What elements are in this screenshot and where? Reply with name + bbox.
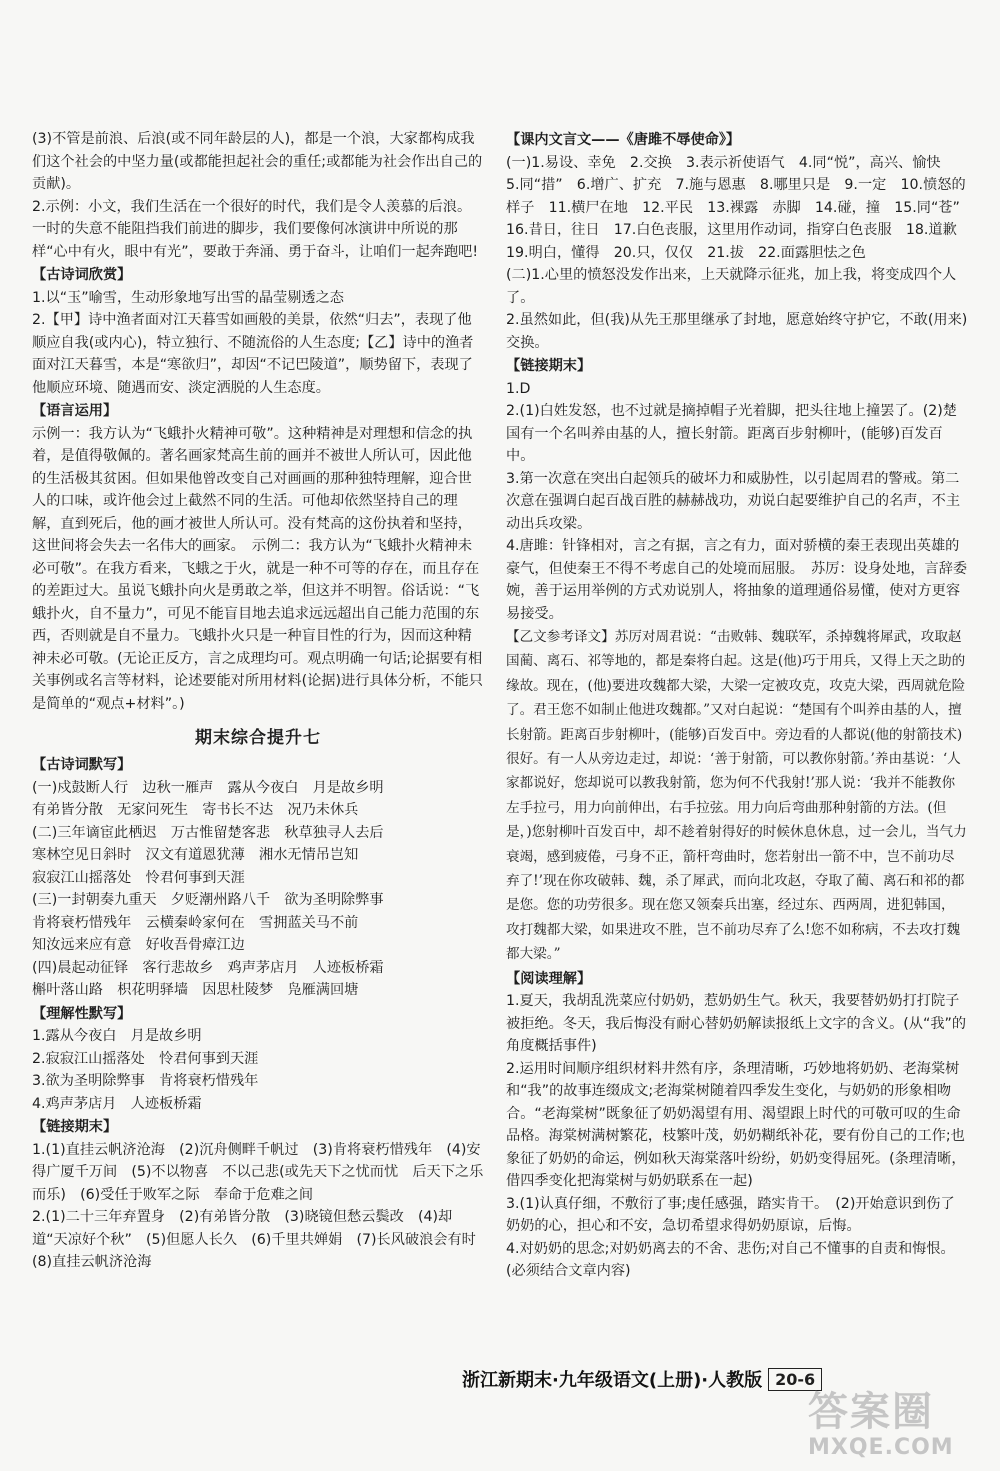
answer-paragraph: 3.(1)认真仔细，不敷衍了事;虔任感强，踏实肯干。 (2)开始意识到伤了奶奶的心，担心和不安，急切希望求得奶奶原谅，后悔。 [506,1195,955,1235]
answer-paragraph: 2.示例：小文，我们生活在一个很好的时代，我们是令人羡慕的后浪。一时的失意不能阻挡我们前进的脚步，我们要像何冰演讲中所说的那样“心中有火，眼中有光”，要敢于奔涌、勇于奋斗，让咱们一起奔跑吧! [32,198,479,260]
answer-line: (三)一封朝奏九重天 夕贬潮州路八千 欲为圣明除弊事 [32,892,384,908]
answer-paragraph: 1.D [506,380,531,397]
answer-line: (四)晨起动征铎 客行悲故乡 鸡声茅店月 人迹板桥霜 [32,959,384,976]
page-number: 20-6 [768,1368,822,1391]
left-column [32,128,491,1274]
answer-paragraph: (一)1.易设、幸免 2.交换 3.表示祈使语气 4.同“悦”，高兴、愉快 5.同“措” 6.增广、扩充 7.施与恩惠 8.哪里只是 9.一定 10.愤怒的样子 11.横尸在地 12.平民 13.裸露 赤脚 14.碰，撞 15.同“苍” 16.昔日，往日 17.白色丧服，这里用作动词，指穿白色丧服 18.道歉 19.明白，懂得 20.只，仅仅 21.拔 22.面露胆怯之色 [506,154,975,261]
answer-paragraph: (3)不管是前浪、后浪(或不同年龄层的人)，都是一个浪，大家都构成我们这个社会的中坚力量(或都能担起社会的重任;或都能为社会作出自己的贡献)。 [32,131,483,192]
answer-line: 槲叶落山路 枳花明驿墙 因思杜陵梦 凫雁满回塘 [32,982,359,998]
answer-paragraph: 2.虽然如此，但(我)从先王那里继承了封地，愿意始终守护它，不敢(用来)交换。 [506,312,968,351]
right-column [506,128,975,1283]
answer-paragraph: 4.对奶奶的思念;对奶奶离去的不舍、悲伤;对自己不懂事的自责和悔恨。(必须结合文章内容) [506,1240,955,1280]
section-heading: 【链接期末】 [32,1119,118,1135]
answer-line: 寒林空见日斜时 汉文有道恩犹薄 湘水无情吊岂知 [32,847,359,863]
answer-line: 4.鸡声茅店月 人迹板桥霜 [32,1095,202,1112]
translation-paragraph: 【乙文参考译文】苏厉对周君说：“击败韩、魏联军，杀掉魏将犀武，攻取赵国蔺、离石、祁等地的，都是秦将白起。这是(他)巧于用兵，又得上天之助的缘故。现在，(他)要进攻魏都大梁，大梁一定被攻克，攻克大梁，西周就危险了。君王您不如制止他进攻魏都。”又对白起说：“楚国有个叫养由基的人，擅长射箭。距离百步射柳叶，(能够)百发百中。旁边看的人都说(他的射箭技术)很好。有一人从旁边走过，却说：‘善于射箭，可以教你射箭。’养由基说：‘人家都说好，您却说可以教我射箭，您为何不代我射!’那人说：‘我并不能教你左手拉弓，用力向前伸出，右手拉弦。用力向后弯曲那种射箭的方法。(但是，)您射柳叶百发百中，却不趁着射得好的时候休息休息，过一会儿，当气力衰竭，感到疲倦，弓身不正，箭杆弯曲时，您若射出一箭不中，岂不前功尽弃了!’现在你攻破韩、魏，杀了犀武，而向北攻赵，夺取了蔺、离石和祁的都是您。您的功劳很多。现在您又领秦兵出塞，经过东、西两周，进犯韩国，攻打魏都大梁，如果进攻不胜，岂不前功尽弃了么!您不如称病，不去攻打魏都大梁。” [506,629,967,963]
book-title: 浙江新期末·九年级语文(上册)·人教版 [462,1370,763,1391]
answer-paragraph: 1.以“玉”喻雪，生动形象地写出雪的晶莹剔透之态 [32,289,344,306]
answer-line: 2.寂寂江山摇落处 怜君何事到天涯 [32,1050,259,1067]
section-heading: 【古诗词欣赏】 [32,267,132,283]
answer-paragraph: 2.(1)白姓发怒，也不过就是摘掉帽子光着脚，把头往地上撞罢了。(2)楚国有一个名叫养由基的人，擅长射箭。距离百步射柳叶，(能够)百发百中。 [506,403,957,464]
page-footer [462,1361,822,1397]
answer-line: 寂寂江山摇落处 怜君何事到天涯 [32,869,245,886]
answer-paragraph: 2.运用时间顺序组织材料井然有序，条理清晰，巧妙地将奶奶、老海棠树和“我”的故事连缀成文;老海棠树随着四季发生变化，与奶奶的形象相吻合。“老海棠树”既象征了奶奶渴望有用、渴望跟上时代的可敬可叹的生命品格。海棠树满树繁花，枝繁叶茂，奶奶糊纸补花，要有份自己的工作;也象征了奶奶的命运，例如秋天海棠落叶纷纷，奶奶变得屈死。(条理清晰，借四季变化把海棠树与奶奶联系在一起) [506,1060,966,1190]
section-title: 期末综合提升七 [195,728,321,748]
section-heading: 【语言运用】 [32,403,118,419]
section-heading: 【古诗词默写】 [32,757,132,773]
answer-line: 知汝远来应有意 好收吾骨瘴江边 [32,937,245,953]
section-heading: 【链接期末】 [506,358,592,374]
answer-line: 1.露从今夜白 月是故乡明 [32,1028,202,1044]
answer-line: 2.(1)二十三年弃置身 (2)有弟皆分散 (3)晓镜但愁云鬓改 (4)却道“天凉好个秋” (5)但愿人长久 (6)千里共婵娟 (7)长风破浪会有时 (8)直挂云帆济沧海 [32,1209,491,1270]
watermark-logo-text: 答案圈 [808,1389,934,1435]
answer-paragraph: 4.唐雎：针锋相对，言之有据，言之有力，面对骄横的秦王表现出英雄的豪气，但使秦王不得不考虑自己的处境而屈服。 苏厉：设身处地，言辞委婉，善于运用举例的方式劝说别人，将抽象的道理通俗易懂，使对方更容易接受。 [506,538,968,622]
answer-paragraph: 3.第一次意在突出白起领兵的破坏力和威胁性，以引起周君的警戒。第二次意在强调白起百战百胜的赫赫战功，劝说白起要维护自己的名声，不主动出兵攻梁。 [506,470,961,532]
answer-paragraph: 示例一：我方认为“飞蛾扑火精神可敬”。这种精神是对理想和信念的执着，是值得敬佩的。著名画家梵高生前的画并不被世人所认可，因此他的生活极其贫困。但如果他曾改变自己对画画的那种独特理解，迎合世人的口味，或许他会过上截然不同的生活。可他却依然坚持自己的理解，直到死后，他的画才被世人所认可。没有梵高的这份执着和坚持，这世间将会失去一名伟大的画家。 示例二：我方认为“飞蛾扑火精神未必可敬”。在我方看来，飞蛾之于火，就是一种不可等的存在，而且存在的差距过大。虽说飞蛾扑向火是勇敢之举，但这并不明智。俗话说：“飞蛾扑火，自不量力”，可见不能盲目地去追求远远超出自己能力范围的东西，否则就是自不量力。飞蛾扑火只是一种盲目性的行为，因而这种精神未必可敬。(无论正反方，言之成理均可。观点明确一句话;论据要有相关事例或名言等材料，论述要能对所用材料(论据)进行具体分析，不能只是简单的“观点+材料”。) [32,425,483,712]
answer-paragraph: (二)1.心里的愤怒没发作出来，上天就降示征兆，加上我，将变成四个人了。 [506,267,957,306]
section-heading: 【课内文言文——《唐雎不辱使命》】 [506,132,741,148]
watermark-logo [808,1390,993,1466]
answer-line: 1.(1)直挂云帆济沧海 (2)沉舟侧畔千帆过 (3)肯将衰朽惜残年 (4)安得广厦千万间 (5)不以物喜 不以己悲(或先天下之忧而忧 后天下之乐而乐) (6)受任于败军之际 奉命于危难之间 [32,1141,484,1203]
answer-line: 肯将衰朽惜残年 云横秦岭家何在 雪拥蓝关马不前 [32,914,359,931]
section-heading: 【阅读理解】 [506,970,592,987]
section-heading: 【理解性默写】 [32,1005,132,1022]
answer-line: 有弟皆分散 无家问死生 寄书长不达 况乃未休兵 [32,802,359,818]
watermark-url: MXQE.COM [808,1435,954,1460]
answer-paragraph: 2.【甲】诗中渔者面对江天暮雪如画般的美景，依然“归去”，表现了他顺应自我(或内心)，特立独行、不随流俗的人生态度;【乙】诗中的渔者面对江天暮雪，本是“寒欲归”，却因“不记巴陵道”，顺势留下，表现了他顺应环境、随遇而安、淡定洒脱的人生态度。 [32,312,474,396]
answer-line: (一)戍鼓断人行 边秋一雁声 露从今夜白 月是故乡明 [32,779,384,796]
answer-paragraph: 1.夏天，我胡乱洗菜应付奶奶，惹奶奶生气。秋天，我要替奶奶打打院子被拒绝。冬天，我后悔没有耐心替奶奶解读报纸上文字的含义。(从“我”的角度概括事件) [506,993,967,1055]
answer-line: 3.欲为圣明除弊事 肯将衰朽惜残年 [32,1073,259,1089]
answer-line: (二)三年谪宦此栖迟 万古惟留楚客悲 秋草独寻人去后 [32,824,384,841]
